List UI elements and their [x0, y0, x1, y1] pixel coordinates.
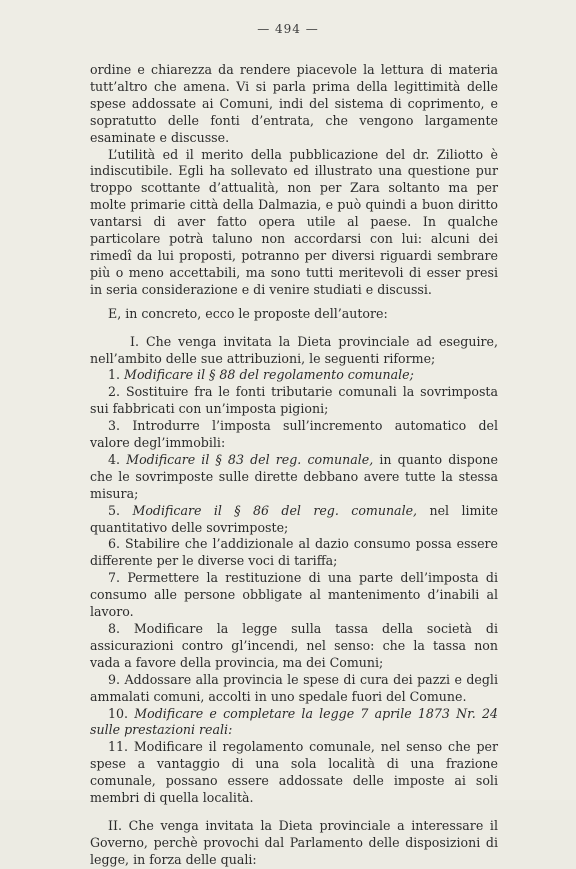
item-number: 11. — [108, 739, 129, 755]
paragraph: ordine e chiarezza da rendere piacevole la lettura di materia tutt’altro che amena. Vi si parla prima della legittimità delle spese addossate ai Comuni, indi del sistema di coprimento, e sopratutto delle fonti d’entrata, che vengono largamente esaminate e discusse. — [90, 62, 498, 145]
item-number: 10. — [108, 705, 129, 721]
page-number: — 494 — — [257, 22, 319, 36]
item-italic: Modificare il § 86 del reg. comunale, — [132, 502, 418, 518]
paragraph: E, in concreto, ecco le proposte dell’autore: — [108, 305, 388, 321]
item-number: 5. — [108, 502, 121, 518]
item-number: 8. — [108, 621, 121, 636]
list-item — [90, 621, 498, 672]
item-number: 3. — [108, 418, 121, 434]
list-item — [90, 503, 498, 537]
item-italic: Modificare il § 83 del reg. comunale, — [126, 451, 374, 467]
item-text: Addossare alla provincia le spese di cura dei pazzi e degli ammalati comuni, accolti in uno spedale fuori del Comune. — [90, 671, 498, 704]
item-text: Sostituire fra le fonti tributarie comunali la sovrimposta sui fabbricati con un’imposta pigioni; — [90, 384, 498, 417]
list-item — [90, 367, 498, 384]
body-text — [90, 62, 498, 869]
list-item — [90, 536, 498, 570]
item-number: 9. — [108, 671, 121, 687]
list-item — [90, 706, 498, 740]
item-text: nel limite quantitativo delle sovrimposte; — [90, 502, 498, 535]
item-italic: Modificare e completare la legge 7 aprile 1873 Nr. 24 sulle prestazioni reali: — [90, 705, 498, 738]
list-item — [90, 672, 498, 706]
section-intro: II. Che venga invitata la Dieta provinciale a interessare il Governo, perchè provochi dal Parlamento delle disposizioni di legge, in forza delle quali: — [90, 817, 498, 867]
item-text: Modificare il regolamento comunale, nel senso che per spese a vantaggio di una sola località di una frazione comunale, possano essere addossate delle imposte ai soli membri di quella località. — [90, 739, 498, 806]
item-text: Stabilire che l’addizionale al dazio consumo possa essere differente per le diverse voci di tariffa; — [90, 536, 498, 569]
section-intro: I. Che venga invitata la Dieta provinciale ad eseguire, nell’ambito delle sue attribuzioni, le seguenti riforme; — [90, 333, 498, 366]
item-text: in quanto dispone che le sovrimposte sulle dirette debbano avere tutte la stessa misura; — [90, 451, 498, 501]
item-number: 1. — [108, 367, 121, 383]
item-number: 6. — [108, 536, 121, 552]
item-number: 2. — [108, 384, 121, 400]
item-text: Introdurre l’imposta sull’incremento automatico del valore degl’immobili: — [90, 418, 498, 451]
item-text: Permettere la restituzione di una parte dell’imposta di consumo alle persone obbligate al mantenimento d’inabili al lavoro. — [90, 570, 498, 620]
item-number: 4. — [108, 451, 121, 467]
list-item — [90, 418, 498, 452]
item-number: 7. — [108, 570, 121, 586]
list-item — [90, 384, 498, 418]
list-item — [90, 570, 498, 621]
item-italic: Modificare il § 88 del regolamento comunale; — [124, 367, 414, 383]
paragraph: L’utilità ed il merito della pubblicazione del dr. Ziliotto è indiscutibile. Egli ha sollevato ed illustrato una questione pur troppo scottante d’attualità, non per Zara soltanto ma per molte primarie città della Dalmazia, e può quindi a buon diritto vantarsi di aver fatto opera utile al paese. In qualche particolare potrà taluno non accordarsi con lui: alcuni dei rimedî da lui proposti, potranno per diversi riguardi sembrare più o meno accettabili, ma sono tutti meritevoli di esser presi in seria considerazione e di venire studiati e discussi. — [90, 146, 498, 297]
item-text: Modificare la legge sulla tassa della società di assicurazioni contro gl’incendi, nel senso: che la tassa non vada a favore della provincia, ma dei Comuni; — [90, 621, 498, 670]
list-item — [90, 452, 498, 503]
list-item — [90, 739, 498, 807]
